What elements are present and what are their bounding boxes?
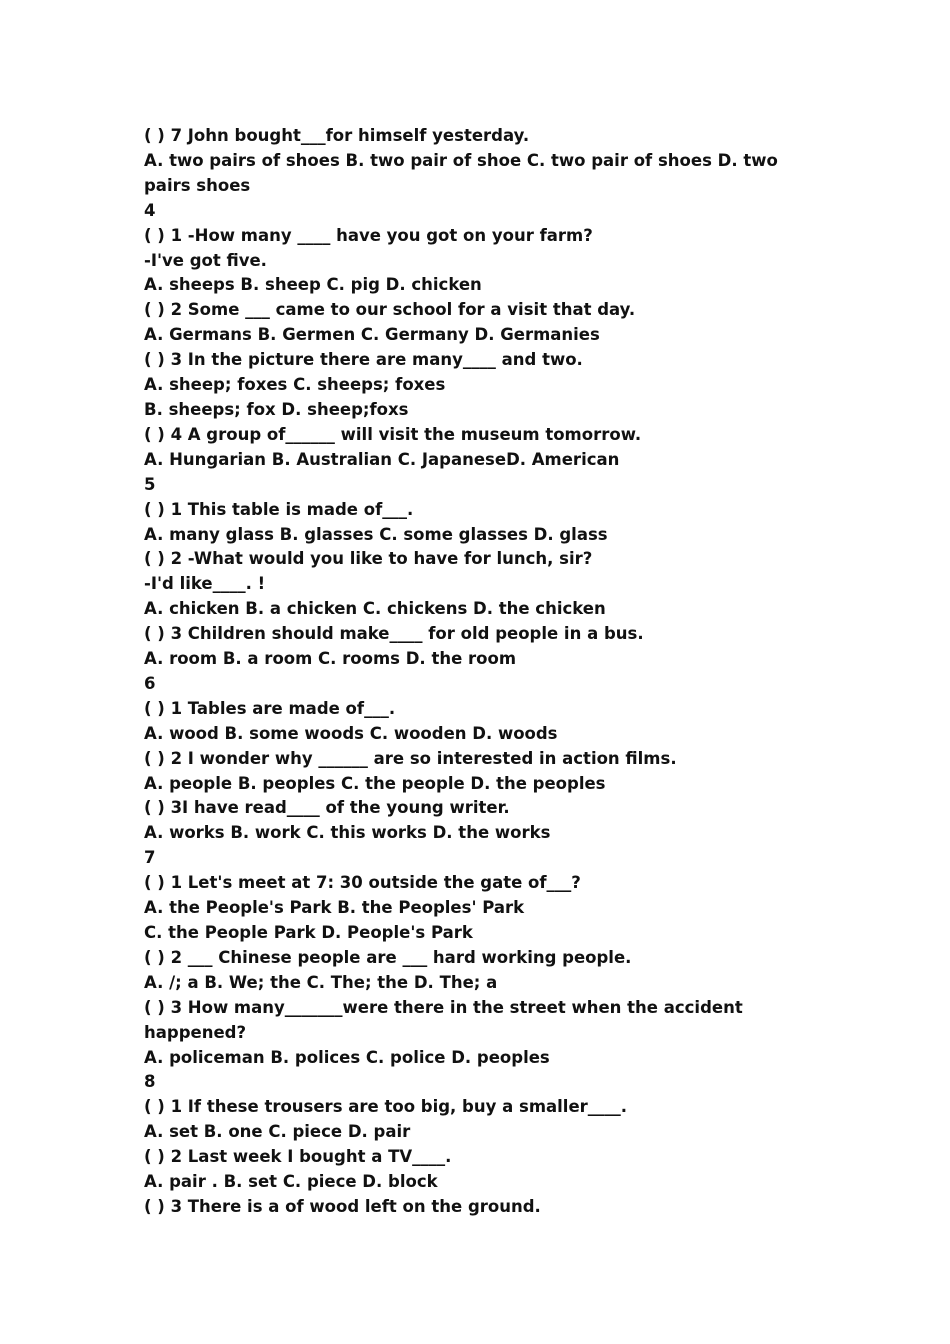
text-line: ( ) 4 A group of______ will visit the museum tomorrow. xyxy=(144,424,642,444)
text-line: ( ) 2 I wonder why ______ are so interested in action films. xyxy=(144,748,677,768)
text-line: A. sheep; foxes C. sheeps; foxes xyxy=(144,375,446,395)
text-line: ( ) 2 Last week I bought a TV____. xyxy=(144,1147,452,1167)
text-line: ( ) 1 If these trousers are too big, buy a smaller____. xyxy=(144,1097,628,1117)
text-line: ( ) 1 This table is made of___. xyxy=(144,499,414,519)
text-line: A. set B. one C. piece D. pair xyxy=(144,1122,411,1142)
text-line: A. Hungarian B. Australian C. JapaneseD. American xyxy=(144,449,620,469)
text-line: ( ) 1 -How many ____ have you got on your farm? xyxy=(144,225,593,245)
text-line: ( ) 2 -What would you like to have for lunch, sir? xyxy=(144,549,593,569)
section-number: 5 xyxy=(144,474,156,494)
text-line: ( ) 7 John bought___for himself yesterday. xyxy=(144,126,530,145)
text-line: A. the People's Park B. the Peoples' Park xyxy=(144,898,525,918)
text-line: A. room B. a room C. rooms D. the room xyxy=(144,649,517,669)
text-line: ( ) 2 ___ Chinese people are ___ hard working people. xyxy=(144,947,632,967)
text-line: A. pair . B. set C. piece D. block xyxy=(144,1172,438,1192)
text-line: ( ) 3I have read____ of the young writer. xyxy=(144,798,510,818)
text-line: A. many glass B. glasses C. some glasses D. glass xyxy=(144,524,608,544)
text-line: A. policeman B. polices C. police D. peoples xyxy=(144,1047,550,1067)
text-line: happened? xyxy=(144,1022,247,1042)
document-page xyxy=(144,124,824,1220)
text-line: ( ) 1 Tables are made of___. xyxy=(144,698,396,718)
text-line: C. the People Park D. People's Park xyxy=(144,923,473,942)
text-line: A. people B. peoples C. the people D. the peoples xyxy=(144,773,606,793)
text-line: ( ) 3 How many_______were there in the street when the accident xyxy=(144,997,743,1017)
text-line: ( ) 3 Children should make____ for old people in a bus. xyxy=(144,624,644,644)
section-number: 4 xyxy=(144,200,156,220)
text-line: ( ) 1 Let's meet at 7: 30 outside the gate of___? xyxy=(144,873,581,893)
text-line: ( ) 3 In the picture there are many____ and two. xyxy=(144,350,583,370)
text-line: A. chicken B. a chicken C. chickens D. the chicken xyxy=(144,599,606,619)
text-line: -I've got five. xyxy=(144,250,267,270)
section-number: 8 xyxy=(144,1072,156,1092)
text-line: B. sheeps; fox D. sheep;foxs xyxy=(144,399,409,419)
text-line: A. /; a B. We; the C. The; the D. The; a xyxy=(144,972,498,992)
text-line: A. wood B. some woods C. wooden D. woods xyxy=(144,723,558,743)
text-line: A. Germans B. Germen C. Germany D. Germanies xyxy=(144,325,600,345)
text-line: A. two pairs of shoes B. two pair of shoe C. two pair of shoes D. two xyxy=(144,150,778,170)
section-number: 7 xyxy=(144,848,156,868)
text-line: A. sheeps B. sheep C. pig D. chicken xyxy=(144,275,482,295)
text-line: pairs shoes xyxy=(144,175,251,195)
text-line: ( ) 3 There is a of wood left on the ground. xyxy=(144,1196,541,1216)
text-line: ( ) 2 Some ___ came to our school for a visit that day. xyxy=(144,300,636,320)
text-line: -I'd like____. ! xyxy=(144,574,266,594)
text-line: A. works B. work C. this works D. the works xyxy=(144,823,551,843)
section-number: 6 xyxy=(144,673,156,693)
